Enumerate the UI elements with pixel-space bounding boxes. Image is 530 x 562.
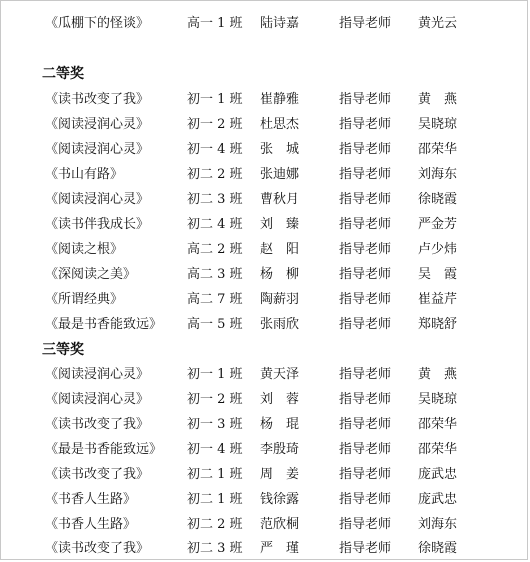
student-name: 范欣桐 xyxy=(260,517,300,532)
student-name: 崔静雅 xyxy=(260,92,300,107)
advisor-name: 郑晓舒 xyxy=(418,317,458,332)
student-name: 杨 柳 xyxy=(260,267,300,282)
advisor-role: 指导老师 xyxy=(339,117,392,132)
advisor-role: 指导老师 xyxy=(339,267,392,282)
class-name: 初一 4 班 xyxy=(187,442,243,457)
advisor-role: 指导老师 xyxy=(339,167,392,182)
class-name: 初二 2 班 xyxy=(187,167,243,182)
advisor-role: 指导老师 xyxy=(339,217,392,232)
class-name: 初二 3 班 xyxy=(187,541,243,556)
class-name: 初一 1 班 xyxy=(187,92,243,107)
class-name: 初二 1 班 xyxy=(187,492,243,507)
advisor-role: 指导老师 xyxy=(339,242,392,257)
student-name: 刘 臻 xyxy=(260,217,300,232)
advisor-role: 指导老师 xyxy=(339,92,392,107)
essay-title: 《读书伴我成长》 xyxy=(45,217,150,232)
student-name: 张雨欣 xyxy=(260,317,300,332)
section-heading-third-prize: 三等奖 xyxy=(42,342,84,358)
essay-title: 《读书改变了我》 xyxy=(45,467,150,482)
advisor-name: 黄 燕 xyxy=(418,92,458,107)
essay-title: 《读书改变了我》 xyxy=(45,92,150,107)
class-name: 高二 3 班 xyxy=(187,267,243,282)
class-name: 高一 5 班 xyxy=(187,317,243,332)
student-name: 杨 琨 xyxy=(260,417,300,432)
essay-title: 《书香人生路》 xyxy=(45,517,137,532)
advisor-name: 刘海东 xyxy=(418,517,458,532)
advisor-role: 指导老师 xyxy=(339,16,392,31)
advisor-role: 指导老师 xyxy=(339,517,392,532)
essay-title: 《阅读之根》 xyxy=(45,242,124,257)
essay-title: 《阅读浸润心灵》 xyxy=(45,392,150,407)
student-name: 周 姜 xyxy=(260,467,300,482)
essay-title: 《阅读浸润心灵》 xyxy=(45,192,150,207)
advisor-role: 指导老师 xyxy=(339,467,392,482)
class-name: 初二 4 班 xyxy=(187,217,243,232)
student-name: 陶薪羽 xyxy=(260,292,300,307)
essay-title: 《读书改变了我》 xyxy=(45,417,150,432)
advisor-name: 庞武忠 xyxy=(418,467,458,482)
class-name: 高一 1 班 xyxy=(187,16,243,31)
advisor-name: 刘海东 xyxy=(418,167,458,182)
advisor-role: 指导老师 xyxy=(339,367,392,382)
student-name: 张迪娜 xyxy=(260,167,300,182)
essay-title: 《阅读浸润心灵》 xyxy=(45,117,150,132)
essay-title: 《书香人生路》 xyxy=(45,492,137,507)
essay-title: 《深阅读之美》 xyxy=(45,267,137,282)
advisor-role: 指导老师 xyxy=(339,292,392,307)
class-name: 初一 1 班 xyxy=(187,367,243,382)
student-name: 杜思杰 xyxy=(260,117,300,132)
advisor-role: 指导老师 xyxy=(339,392,392,407)
advisor-name: 严金芳 xyxy=(418,217,458,232)
advisor-name: 徐晓霞 xyxy=(418,541,458,556)
advisor-name: 吴晓琼 xyxy=(418,392,458,407)
class-name: 初一 2 班 xyxy=(187,392,243,407)
advisor-role: 指导老师 xyxy=(339,442,392,457)
essay-title: 《书山有路》 xyxy=(45,167,124,182)
advisor-name: 卢少炜 xyxy=(418,242,458,257)
student-name: 刘 蓉 xyxy=(260,392,300,407)
advisor-name: 黄 燕 xyxy=(418,367,458,382)
advisor-name: 黄光云 xyxy=(418,16,458,31)
class-name: 初二 1 班 xyxy=(187,467,243,482)
advisor-role: 指导老师 xyxy=(339,317,392,332)
essay-title: 《阅读浸润心灵》 xyxy=(45,142,150,157)
essay-title: 《瓜棚下的怪谈》 xyxy=(45,16,150,31)
advisor-name: 邵荣华 xyxy=(418,142,458,157)
student-name: 严 瑾 xyxy=(260,541,300,556)
student-name: 钱徐露 xyxy=(260,492,300,507)
student-name: 曹秋月 xyxy=(260,192,300,207)
advisor-role: 指导老师 xyxy=(339,492,392,507)
class-name: 初二 3 班 xyxy=(187,192,243,207)
student-name: 赵 阳 xyxy=(260,242,300,257)
class-name: 初一 2 班 xyxy=(187,117,243,132)
advisor-name: 崔益芹 xyxy=(418,292,458,307)
student-name: 李殷琦 xyxy=(260,442,300,457)
class-name: 高二 2 班 xyxy=(187,242,243,257)
essay-title: 《最是书香能致远》 xyxy=(45,442,163,457)
student-name: 张 城 xyxy=(260,142,300,157)
advisor-name: 邵荣华 xyxy=(418,442,458,457)
advisor-name: 吴晓琼 xyxy=(418,117,458,132)
advisor-role: 指导老师 xyxy=(339,541,392,556)
section-heading-second-prize: 二等奖 xyxy=(42,66,84,82)
advisor-name: 庞武忠 xyxy=(418,492,458,507)
advisor-role: 指导老师 xyxy=(339,142,392,157)
class-name: 初二 2 班 xyxy=(187,517,243,532)
class-name: 初一 3 班 xyxy=(187,417,243,432)
essay-title: 《阅读浸润心灵》 xyxy=(45,367,150,382)
advisor-role: 指导老师 xyxy=(339,192,392,207)
student-name: 陆诗嘉 xyxy=(260,16,300,31)
essay-title: 《最是书香能致远》 xyxy=(45,317,163,332)
advisor-role: 指导老师 xyxy=(339,417,392,432)
advisor-name: 吴 霞 xyxy=(418,267,458,282)
advisor-name: 邵荣华 xyxy=(418,417,458,432)
class-name: 初一 4 班 xyxy=(187,142,243,157)
essay-title: 《所谓经典》 xyxy=(45,292,124,307)
student-name: 黄天泽 xyxy=(260,367,300,382)
class-name: 高二 7 班 xyxy=(187,292,243,307)
advisor-name: 徐晓霞 xyxy=(418,192,458,207)
essay-title: 《读书改变了我》 xyxy=(45,541,150,556)
